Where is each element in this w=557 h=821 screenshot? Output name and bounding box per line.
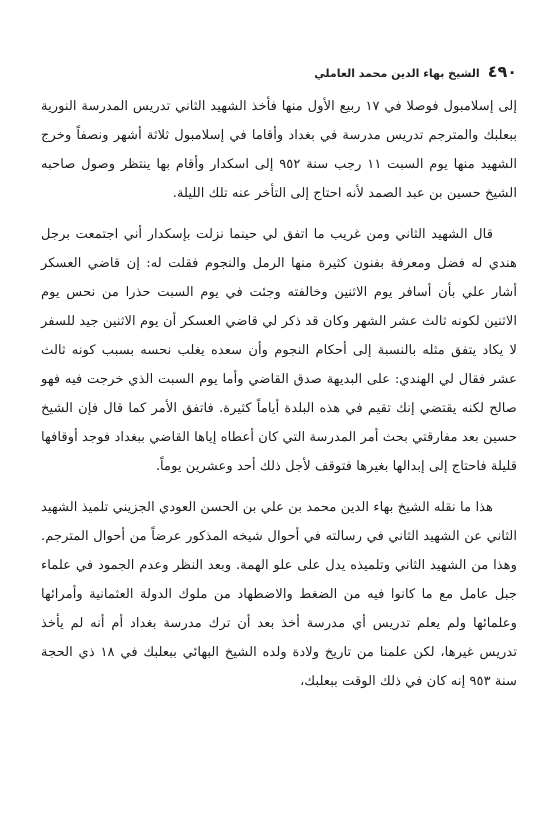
paragraph-1: إلى إسلامبول فوصلا في ١٧ ربيع الأول منها فأخذ الشهيد الثاني تدريس المدرسة النورية ببعلبك والمترجم تدريس مدرسة في بغداد وأقاما في إسلامبول ثلاثة أشهر ونصفاً وخرج الشهيد منها يوم السبت ١١ رجب سنة ٩٥٢ إلى اسكدار وأقام بها ينتظر وصول صاحبه الشيخ حسين بن عبد الصمد لأنه احتاج إلى التأخر عنه تلك الليلة. bbox=[41, 99, 517, 201]
body-text bbox=[41, 92, 517, 708]
paragraph-3: هذا ما نقله الشيخ بهاء الدين محمد بن علي بن الحسن العودي الجزيني تلميذ الشهيد الثاني عن الشهيد الثاني في رسالته في أحوال شيخه المذكور عرضاً من أحوال المترجم. وهذا من الشهيد الثاني وتلميذه يدل على علو الهمة. وبعد النظر وعدم الجمود في علماء جبل عامل مع ما كانوا فيه من الضغط والاضطهاد من ملوك الدولة العثمانية وأمرائها وعلمائها ولم يعلم تدريس أي مدرسة أخذ بعد أن ترك مدرسة بغداد أم أنه لم يأخذ تدريس غيرها، لكن علمنا من تاريخ ولادة ولده الشيخ البهائي ببعلبك في ١٨ ذي الحجة سنة ٩٥٣ إنه كان في ذلك الوقت ببعلبك، bbox=[41, 500, 517, 689]
running-title: الشيخ بهاء الدين محمد العاملي bbox=[314, 67, 480, 80]
paragraph-2: قال الشهيد الثاني ومن غريب ما اتفق لي حينما نزلت بإسكدار أني اجتمعت برجل هندي له فضل ومعرفة بفنون كثيرة منها الرمل والنجوم فقلت له: إن قاضي العسكر أشار علي بأن أسافر يوم الاثنين وخالفته وجئت في يوم السبت حذرا من نحس يوم الاثنين لكونه ثالث عشر الشهر وكان قد ذكر لي قاضي العسكر أن يوم الاثنين جيد للسفر لا يكاد يتفق مثله بالنسبة إلى أحكام النجوم وأن سعده يغلب نحسه بسبب كونه ثالث عشر فقال لي الهندي: على البديهة صدق القاضي وأما يوم السبت الذي خرجت فيه فهو صالح لكنه يقتضي إنك تقيم في هذه البلدة أياماً كثيرة. فاتفق الأمر كما قال فإن الشيخ حسين بعد مفارقتي بحث أمر المدرسة التي كان أعطاه إياها القاضي ببغداد فوجد أوقافها قليلة فاحتاج إلى إبدالها بغيرها فتوقف لأجل ذلك أحد وعشرين يوماً. bbox=[41, 227, 517, 474]
page-number: ٤٩٠ bbox=[487, 62, 517, 81]
page-header bbox=[41, 62, 517, 84]
